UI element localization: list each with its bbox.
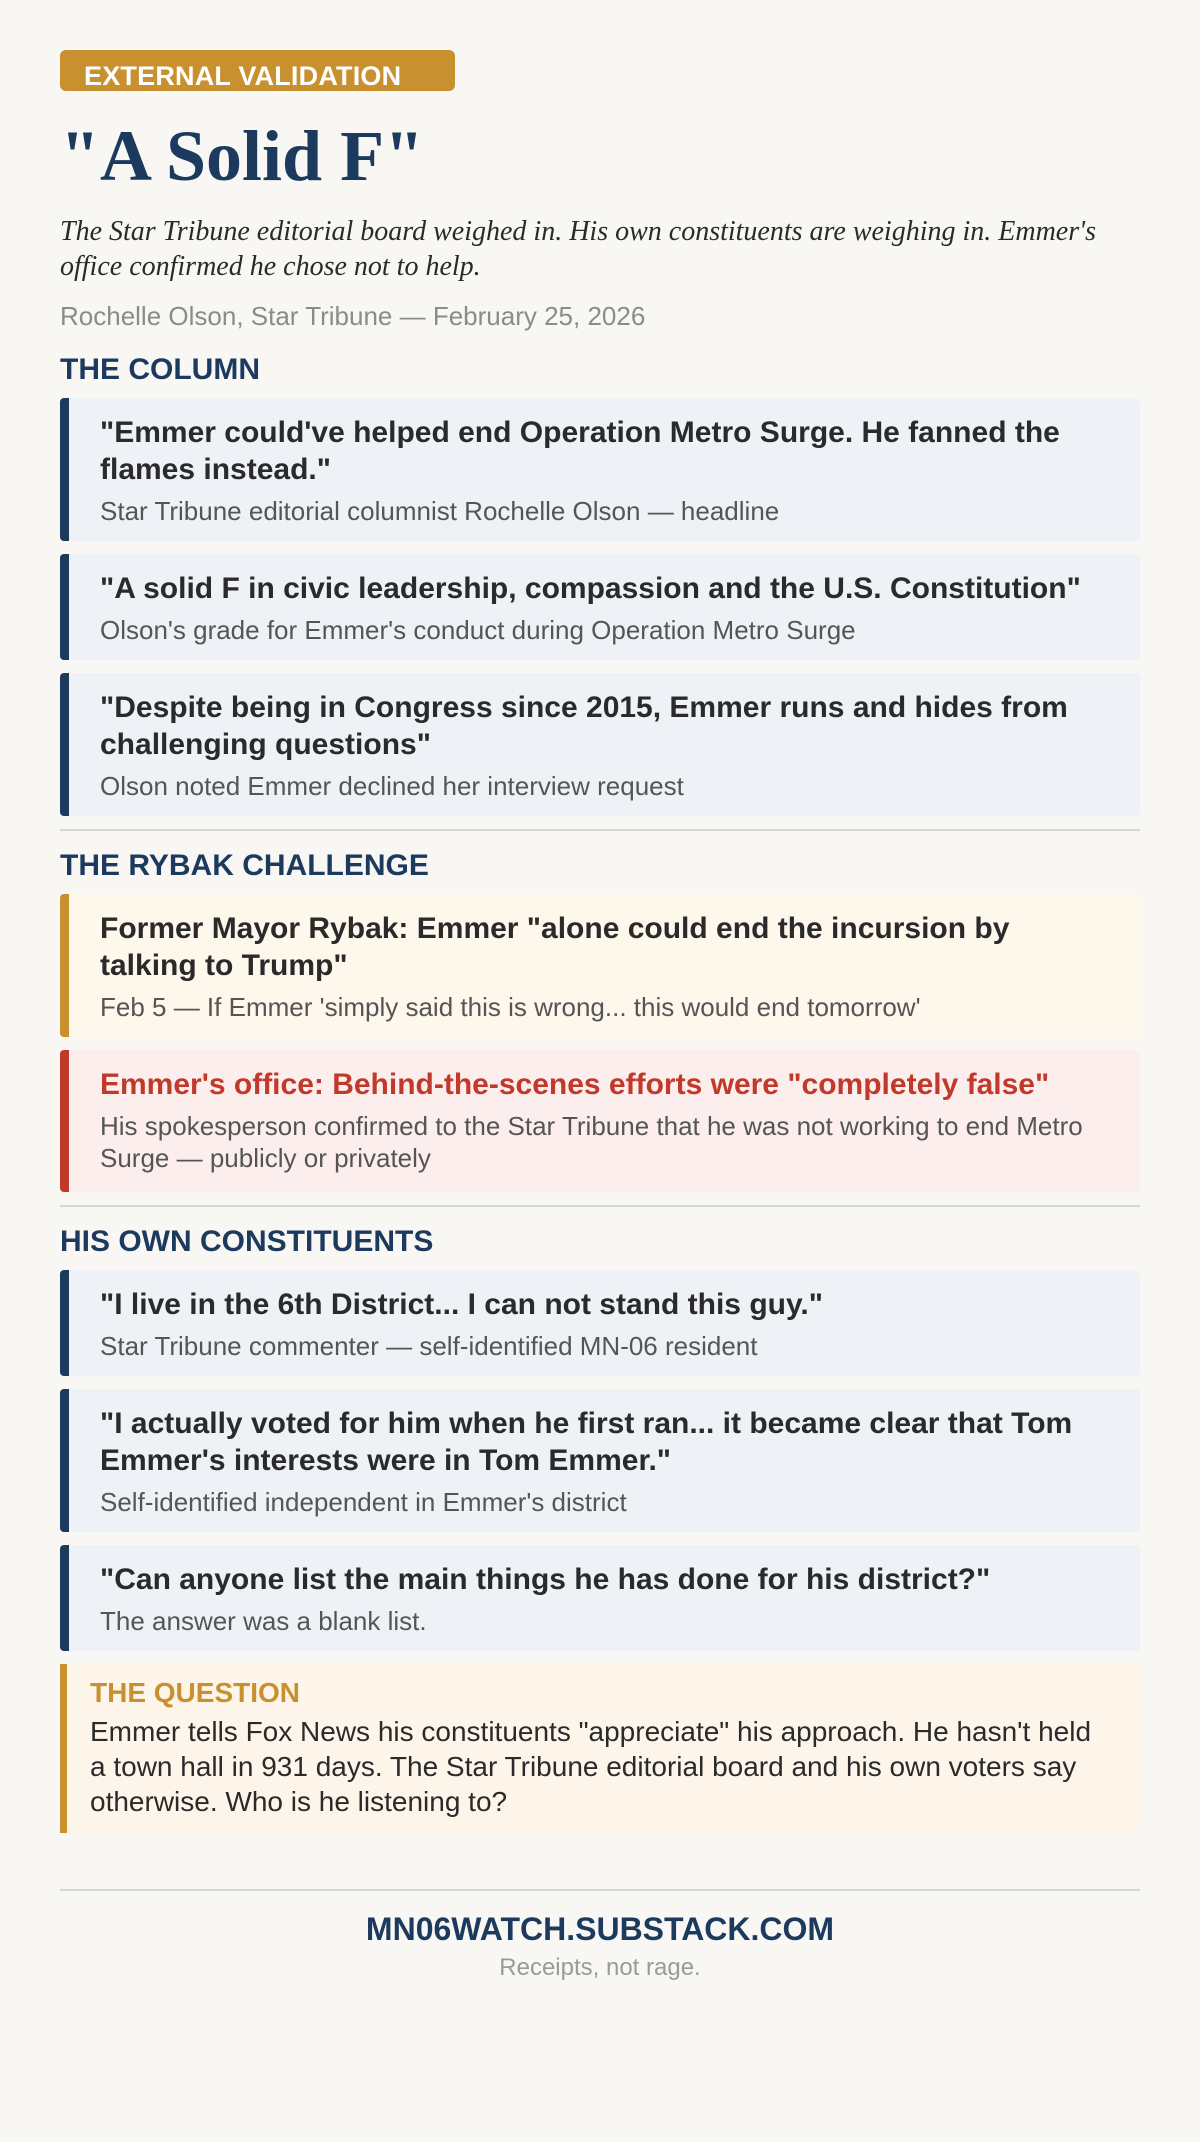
category-tag: EXTERNAL VALIDATION (60, 50, 455, 91)
quote-source: His spokesperson confirmed to the Star Tribune that he was not working to end Metro Surge — publicly or privately (100, 1111, 1083, 1173)
quote-card (60, 398, 1140, 541)
section-title-rybak: THE RYBAK CHALLENGE (60, 849, 429, 882)
byline: Rochelle Olson, Star Tribune — February 25, 2026 (60, 301, 646, 331)
quote-source: The answer was a blank list. (100, 1606, 427, 1636)
quote-source: Olson noted Emmer declined her interview request (100, 771, 684, 801)
question-text: Emmer tells Fox News his constituents "appreciate" his approach. He hasn't held a town hall in 931 days. The Star Tribune editorial board and his own voters say otherwise. Who is he listening to? (90, 1716, 1092, 1817)
subtitle: The Star Tribune editorial board weighed in. His own constituents are weighing in. Emmer's office confirmed he chose not to help. (60, 216, 1097, 282)
page (60, 0, 1140, 1983)
section-divider (60, 829, 1140, 831)
emmer-office-card (60, 1050, 1140, 1192)
quote-card (60, 1389, 1140, 1532)
question-callout (60, 1664, 1140, 1833)
quote-text: "Despite being in Congress since 2015, Emmer runs and hides from challenging questions" (100, 691, 1068, 761)
footer-url-link[interactable]: MN06WATCH.SUBSTACK.COM (365, 1911, 835, 1947)
page-title: "A Solid F" (60, 116, 425, 196)
quote-source: Star Tribune editorial columnist Rochelle Olson — headline (100, 496, 780, 526)
quote-source: Self-identified independent in Emmer's district (100, 1487, 627, 1517)
quote-text: "A solid F in civic leadership, compassion and the U.S. Constitution" (100, 572, 1081, 605)
quote-text: "I live in the 6th District... I can not stand this guy." (100, 1288, 823, 1321)
quote-source: Olson's grade for Emmer's conduct during Operation Metro Surge (100, 615, 856, 645)
quote-text: Emmer's office: Behind-the-scenes efforts were "completely false" (100, 1068, 1050, 1101)
quote-card (60, 673, 1140, 816)
quote-card (60, 1270, 1140, 1376)
footer-tagline: Receipts, not rage. (499, 1954, 701, 1981)
quote-source: Feb 5 — If Emmer 'simply said this is wrong... this would end tomorrow' (100, 992, 921, 1022)
section-title-constituents: HIS OWN CONSTITUENTS (60, 1225, 434, 1258)
quote-source: Star Tribune commenter — self-identified MN-06 resident (100, 1331, 758, 1361)
quote-card (60, 1545, 1140, 1651)
quote-text: "I actually voted for him when he first ran... it became clear that Tom Emmer's interests were in Tom Emmer." (100, 1407, 1073, 1477)
section-divider (60, 1205, 1140, 1207)
question-label: THE QUESTION (90, 1677, 301, 1708)
rybak-quote-card (60, 894, 1140, 1037)
section-title-column: THE COLUMN (60, 353, 260, 386)
quote-text: "Can anyone list the main things he has done for his district?" (100, 1563, 991, 1596)
quote-card (60, 554, 1140, 660)
footer-divider (60, 1889, 1140, 1891)
quote-text: Former Mayor Rybak: Emmer "alone could end the incursion by talking to Trump" (100, 912, 1010, 982)
quote-text: "Emmer could've helped end Operation Metro Surge. He fanned the flames instead." (100, 416, 1060, 486)
